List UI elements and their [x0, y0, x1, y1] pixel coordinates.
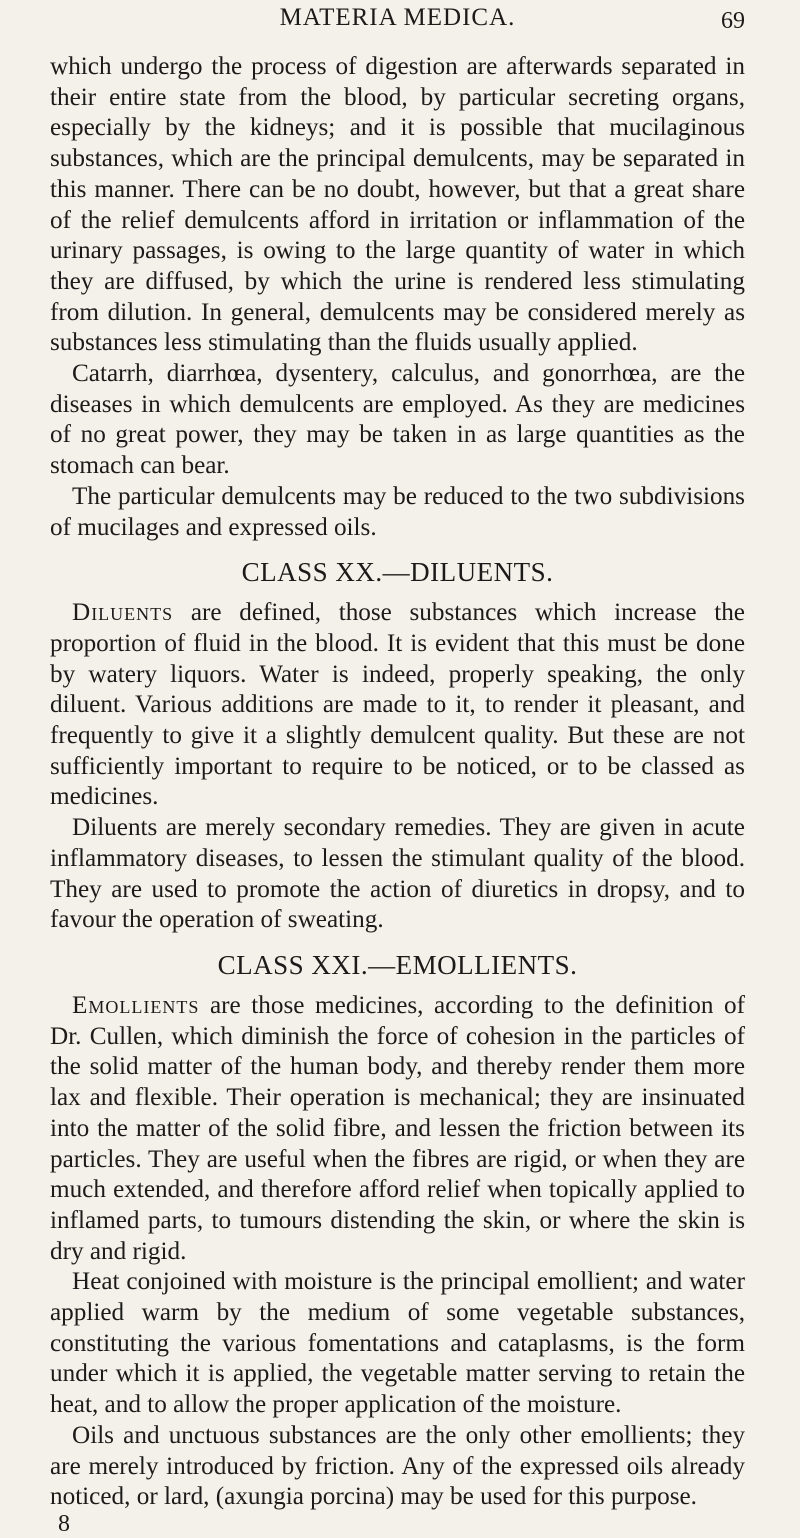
diluents-lead-word: Diluents: [72, 599, 174, 627]
emollients-lead-word: Emollients: [72, 991, 200, 1019]
class-xxi-heading: CLASS XXI.—EMOLLIENTS.: [217, 949, 578, 980]
paragraph-demulcent-diseases: Catarrh, diarrhœa, dysentery, calculus, and gonorrhœa, are the diseases in which demulcents are employed. As they are medicines of no great power, they may be taken in as large quantities as the stomach can bear.: [50, 360, 745, 480]
class-xx-heading: CLASS XX.—DILUENTS.: [241, 557, 554, 588]
diluents-definition-text: are defined, those substances which increase the proportion of fluid in the blood. It is evident that this must be done by watery liquors. Water is indeed, properly speaking, the only diluent. Various additions are made to it, to render it pleasant, and frequently to give it a slightly demulcent quality. But these are not sufficiently important to require to be noticed, or to be classed as medicines.: [50, 599, 745, 811]
signature-mark: 8: [58, 1510, 70, 1537]
paragraph-heat-moisture: Heat conjoined with moisture is the principal emollient; and water applied warm by the medium of some vegetable substances, constituting the various fomentations and cataplasms, is the form under which it is applied, the vegetable matter serving to retain the heat, and to allow the proper application of the moisture.: [50, 1268, 745, 1419]
paragraph-demulcent-subdivisions: The particular demulcents may be reduced to the two subdivisions of mucilages and expressed oils.: [50, 482, 745, 541]
page-number: 69: [721, 8, 745, 34]
paragraph-digestion-continued: which undergo the process of digestion are afterwards separated in their entire state from the blood, by particular secreting organs, especially by the kidneys; and it is possible that mucilaginous substances, which are the principal demulcents, may be separated in this manner. There can be no doubt, however, but that a great share of the relief demulcents afford in irritation or inflammation of the urinary passages, is owing to the large quantity of water in which they are diffused, by which the urine is rendered less stimulating from dilution. In general, demulcents may be considered merely as substances less stimulating than the fluids usually applied.: [50, 53, 745, 357]
paragraph-oils: Oils and unctuous substances are the only other emollients; they are merely introduced by friction. Any of the expressed oils already noticed, or lard, (axungia porcina) may be used for this purpose.: [50, 1421, 745, 1511]
paragraph-emollients-definition: [50, 991, 745, 1267]
paragraph-diluents-definition: [50, 598, 745, 813]
running-title: MATERIA MEDICA.: [279, 4, 516, 31]
paragraph-diluents-use: Diluents are merely secondary remedies. They are given in acute inflammatory diseases, to lessen the stimulant quality of the blood. They are used to promote the action of diuretics in dropsy, and to favour the operation of sweating.: [50, 814, 745, 934]
running-header: [50, 0, 745, 52]
emollients-definition-text: are those medicines, according to the definition of Dr. Cullen, which diminish the force of cohesion in the particles of the solid matter of the human body, and thereby render them more lax and flexible. Their operation is mechanical; they are insinuated into the matter of the solid fibre, and lessen the friction between its particles. They are useful when the fibres are rigid, or when they are much extended, and therefore afford relief when topically applied to inflamed parts, to tumours distending the skin, or where the skin is dry and rigid.: [50, 991, 745, 1265]
